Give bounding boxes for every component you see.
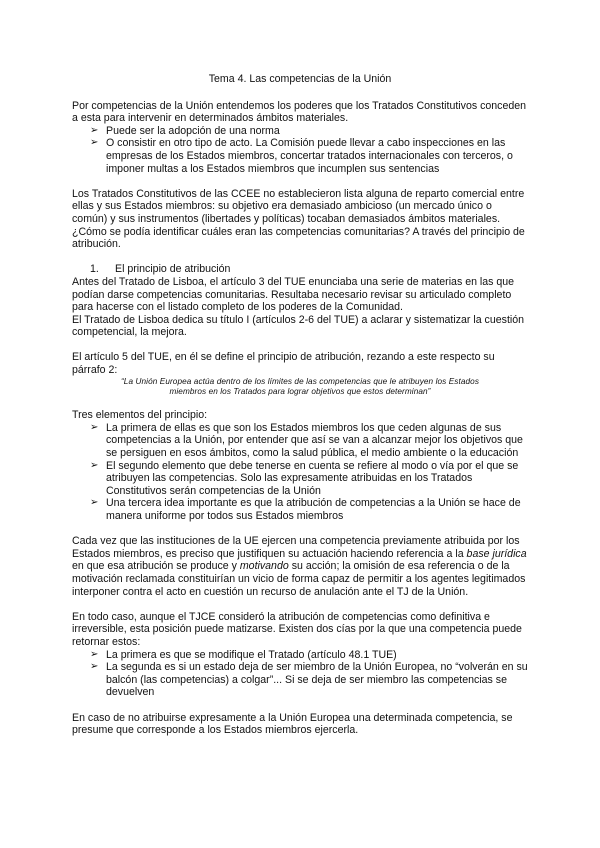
tres-elementos-list [72,422,528,523]
arrow-bullet-icon: ➢ [90,124,99,136]
document-page [72,73,528,737]
document-title: Tema 4. Las competencias de la Unión [208,73,392,85]
intro-bullet-list [72,125,528,175]
arrow-bullet-icon: ➢ [90,459,99,471]
ccee-paragraph: Los Tratados Constitutivos de las CCEE no establecieron lista alguna de reparto comercial entre ellas y sus Estados miembros: su objetivo era demasiado ambicioso (un mercado único o común) y sus instrumentos (libertades y políticas) tocaban demasiados ámbitos materiales. ¿Cómo se podía identificar cuáles eran las competencias comunitarias? A través del principio de atribución. [72,187,525,251]
cada-vez-paragraph: Cada vez que las instituciones de la UE ejercen una competencia previamente atribuida por los Estados miembros, es preciso que justifiquen su actuación haciendo referencia a la base jurídica en que esa atribución se produce y motivando su acción; la omisión de esa referencia o de la motivación reclamada constituirían un vicio de forma capaz de permitir a los agentes legitimados interponer contra el acto en cuestión un recurso de anulación ante el TJ de la Unión. [72,535,527,598]
arrow-bullet-icon: ➢ [90,497,99,509]
section-heading: 1. El principio de atribución [90,263,231,276]
list-item: ➢ Una tercera idea importante es que la atribución de competencias a la Unión se hace de manera uniforme por todos sus Estados miembros [90,497,521,522]
intro-paragraph: Por competencias de la Unión entendemos los poderes que los Tratados Constitutivos conceden a esta para intervenir en determinados ámbitos materiales. [72,99,527,125]
article-5-quote: “La Unión Europea actúa dentro de los límites de las competencias que le atribuyen los Estados miembros en los Tratados para lograr objetivos que estos determinan” [120,376,480,396]
section-paragraph-1: Antes del Tratado de Lisboa, el artículo 3 del TUE enunciaba una serie de materias en las que podían darse competencias comunitarias. Resultaba necesario revisar su articulado completo para hacerse con el listado completo de los poderes de la Comunidad. [72,275,515,314]
final-paragraph: En caso de no atribuirse expresamente a la Unión Europea una determinada competencia, se presume que corresponde a los Estados miembros ejercerla. [72,711,513,737]
arrow-bullet-icon: ➢ [90,137,99,149]
todo-caso-paragraph: En todo caso, aunque el TJCE consideró la atribución de competencias como definitiva e irreversible, esta posición puede matizarse. Existen dos cías por la que una competencia puede retornar estos: [72,610,522,648]
list-item: ➢ La segunda es si un estado deja de ser miembro de la Unión Europea, no “volverán en su balcón (las competencias) a colgar”... Si se deja de ser miembro las competencias se devuelven [90,661,528,699]
article-5-paragraph: El artículo 5 del TUE, en él se define el principio de atribución, rezando a este respecto su párrafo 2: [72,351,495,377]
arrow-bullet-icon: ➢ [90,421,99,433]
list-item: ➢ Puede ser la adopción de una norma [90,124,280,137]
tres-elementos-intro: Tres elementos del principio: [72,409,208,422]
list-item: ➢ La primera es que se modifique el Tratado (artículo 48.1 TUE) [90,648,397,661]
list-item: ➢ El segundo elemento que debe tenerse en cuenta se refiere al modo o vía por el que se atribuyen las competencias. Solo las expresamente atribuidas en los Tratados Constitutivos serán competencias de la Unión [90,459,519,497]
arrow-bullet-icon: ➢ [90,648,99,660]
list-item: ➢ La primera de ellas es que son los Estados miembros los que ceden algunas de sus competencias a la Unión, por entender que así se van a alcanzar mejor los objetivos que se persiguen en esos ámbitos, como la salud pública, el medio ambiente o la educación [90,421,523,460]
list-item: ➢ O consistir en otro tipo de acto. La Comisión puede llevar a cabo inspecciones en las empresas de los Estados miembros, concertar tratados internacionales con terceros, o imponer multas a los Estados miembros que incumplen sus sentencias [90,137,513,175]
arrow-bullet-icon: ➢ [90,661,99,673]
section-paragraph-2: El Tratado de Lisboa dedica su título I (artículos 2-6 del TUE) a aclarar y sistematizar la cuestión competencial, la mejora. [72,313,525,339]
todo-caso-list [72,649,528,699]
